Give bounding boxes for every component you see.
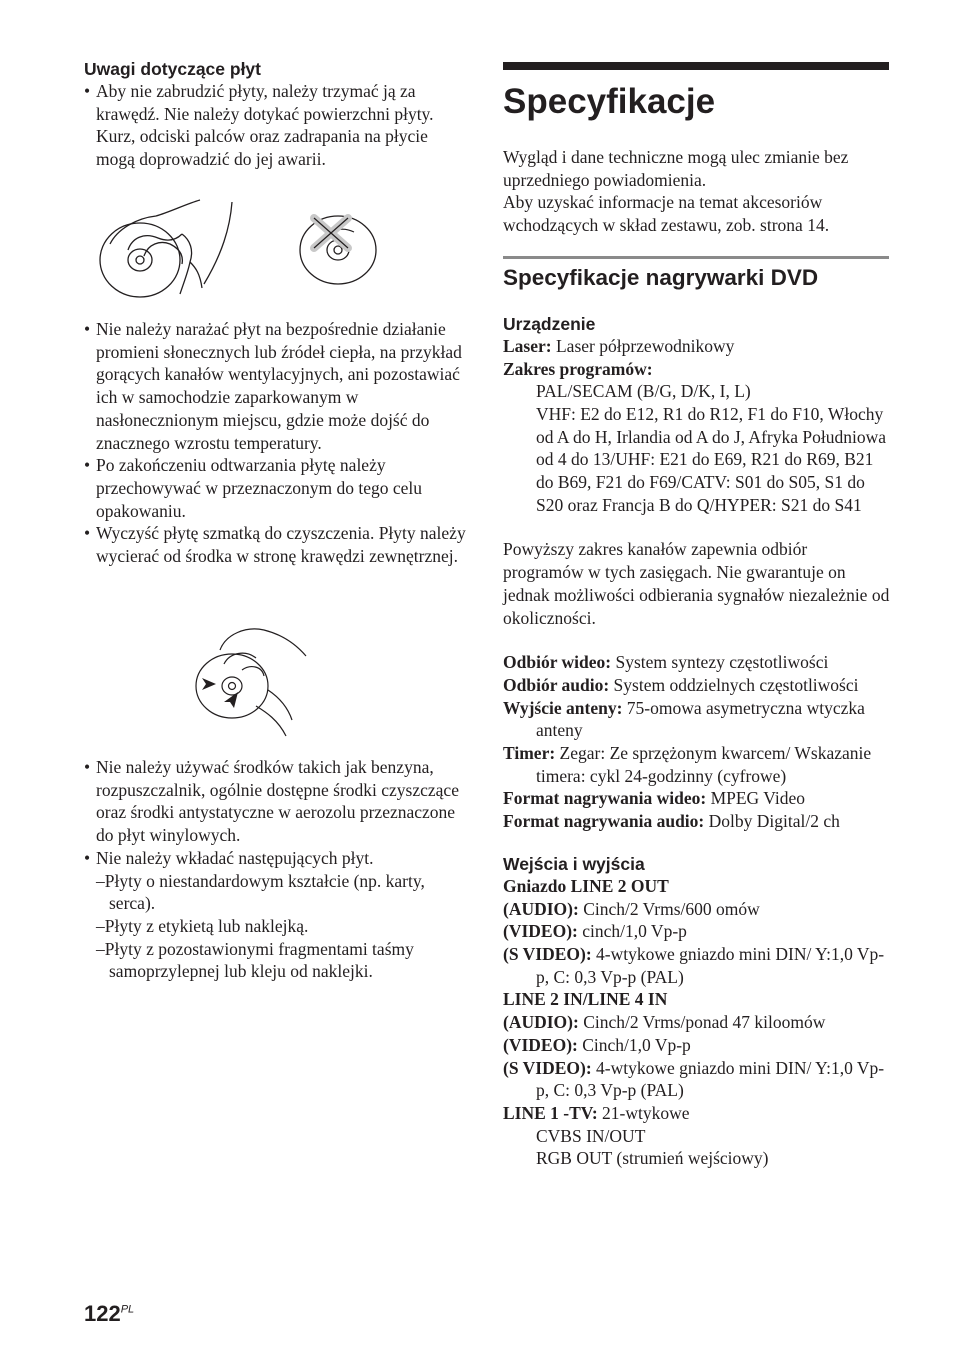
page-title: Specyfikacje [503, 82, 716, 121]
disc-note-subitem: –Płyty z pozostawionymi fragmentami taśmy samoprzylepnej lub kleju od naklejki. [96, 938, 414, 982]
spec-antenna-output: Wyjście anteny: 75-omowa asymetryczna wtyczka anteny [503, 697, 865, 741]
intro-paragraph: Wygląd i dane techniczne mogą ulec zmianie bez uprzedniego powiadomienia. [503, 147, 849, 190]
page-number: $122^{PL}$ [84, 1301, 135, 1326]
spec-line1-tv: LINE 1 -TV: 21-wtykowe [503, 1102, 690, 1123]
spec-audio-reception: Odbiór audio: System oddzielnych częstotliwości [503, 674, 859, 695]
disc-note-item: • Wyczyść płytę szmatką do czyszczenia. Płyty należy wycierać od środka w stronę krawędzi zewnętrznej. [84, 522, 468, 567]
disc-note-item: • Aby nie zabrudzić płyty, należy trzymać ją za krawędź. Nie należy dotykać powierzchni płyty. Kurz, odciski palców oraz zadrapania na płycie mogą doprowadzić do jej awarii. [84, 80, 468, 171]
disc-notes-heading: Uwagi dotyczące płyt [84, 59, 261, 79]
spec-range-detail: VHF: E2 do E12, R1 do R12, F1 do F10, Włochy od A do H, Irlandia od A do J, Afryka Południowa od 4 do 13/UHF: E21 do E69, R21 do R69, B21 do B69, F21 do F69/CATV: S01 do S05, S1 do S20 oraz Francja B do Q/HYPER: S21 do S41 [536, 403, 886, 515]
spec-out-audio: (AUDIO): Cinch/2 Vrms/600 omów [503, 898, 760, 919]
spec-line1-sub: RGB OUT (strumień wejściowy) [536, 1148, 769, 1169]
disc-note-item: • Nie należy używać środków takich jak benzyna, rozpuszczalnik, ogólnie dostępne środki czyszczące oraz środki antystatyczne w aerozolu przeznaczone do płyt winylowych. [84, 756, 468, 847]
intro-paragraph: Aby uzyskać informacje na temat akcesoriów wchodzących w skład zestawu, zob. strona 14. [503, 192, 830, 236]
disc-note-item: • Nie należy wkładać następujących płyt. [84, 847, 468, 870]
left-column [84, 58, 468, 171]
spec-range-value: PAL/SECAM (B/G, D/K, I, L) [536, 381, 751, 402]
disc-notes-list-c [84, 756, 468, 870]
spec-video-format: Format nagrywania wideo: MPEG Video [503, 788, 805, 809]
spec-in-svideo: (S VIDEO): 4-wtykowe gniazdo mini DIN/ Y:1,0 Vp-p, C: 0,3 Vp-p (PAL) [503, 1057, 885, 1101]
disc-note-item: • Nie należy narażać płyt na bezpośrednie działanie promieni słonecznych lub źródeł ciepła, na przykład gorących kanałów wentylacyjnych, ani pozostawiać ich w samochodzie zaparkowanym w nasłonecznionym miejscu, gdzie może dojść do znacznego wzrostu temperatury. [84, 318, 468, 454]
title-rule [503, 62, 889, 70]
left-column-c [84, 756, 468, 983]
spec-line2-out: Gniazdo LINE 2 OUT [503, 875, 669, 896]
spec-in-audio: (AUDIO): Cinch/2 Vrms/ponad 47 kiloomów [503, 1012, 826, 1033]
disc-notes-list-b [84, 318, 468, 568]
device-heading: Urządzenie [503, 313, 596, 334]
spec-in-video: (VIDEO): Cinch/1,0 Vp-p [503, 1034, 691, 1055]
disc-handling-illustration [98, 198, 408, 318]
spec-video-reception: Odbiór wideo: System syntezy częstotliwości [503, 652, 829, 673]
page-language-code: PL [120, 1303, 135, 1316]
disc-notes-list-a [84, 80, 468, 171]
range-note: Powyższy zakres kanałów zapewnia odbiór programów w tych zasięgach. Nie gwarantuje on jednak możliwości odbierania sygnałów niezależnie od okoliczności. [503, 539, 890, 628]
spec-audio-format: Format nagrywania audio: Dolby Digital/2 ch [503, 811, 840, 832]
spec-laser: Laser: Laser półprzewodnikowy [503, 335, 735, 356]
spec-timer: Timer: Zegar: Ze sprzężonym kwarcem/ Wskazanie timera: cykl 24-godzinny (cyfrowe) [503, 743, 872, 786]
disc-note-subitem: –Płyty o niestandardowym kształcie (np. karty, serca). [96, 870, 425, 914]
io-heading: Wejścia i wyjścia [503, 853, 645, 874]
left-column-b [84, 318, 468, 568]
disc-cleaning-illustration [190, 620, 310, 738]
spec-out-svideo: (S VIDEO): 4-wtykowe gniazdo mini DIN/ Y:1,0 Vp-p, C: 0,3 Vp-p (PAL) [503, 943, 885, 987]
right-column [503, 62, 891, 1170]
spec-out-video: (VIDEO): cinch/1,0 Vp-p [503, 921, 687, 942]
spec-line-in: LINE 2 IN/LINE 4 IN [503, 989, 668, 1010]
section-title: Specyfikacje nagrywarki DVD [503, 264, 819, 290]
disc-note-subitem: –Płyty z etykietą lub naklejką. [96, 915, 309, 936]
spec-range-label: Zakres programów: [503, 358, 653, 379]
disc-note-item: • Po zakończeniu odtwarzania płytę należy przechowywać w przeznaczonym do tego celu opakowaniu. [84, 454, 468, 522]
spec-line1-sub: CVBS IN/OUT [536, 1125, 646, 1146]
